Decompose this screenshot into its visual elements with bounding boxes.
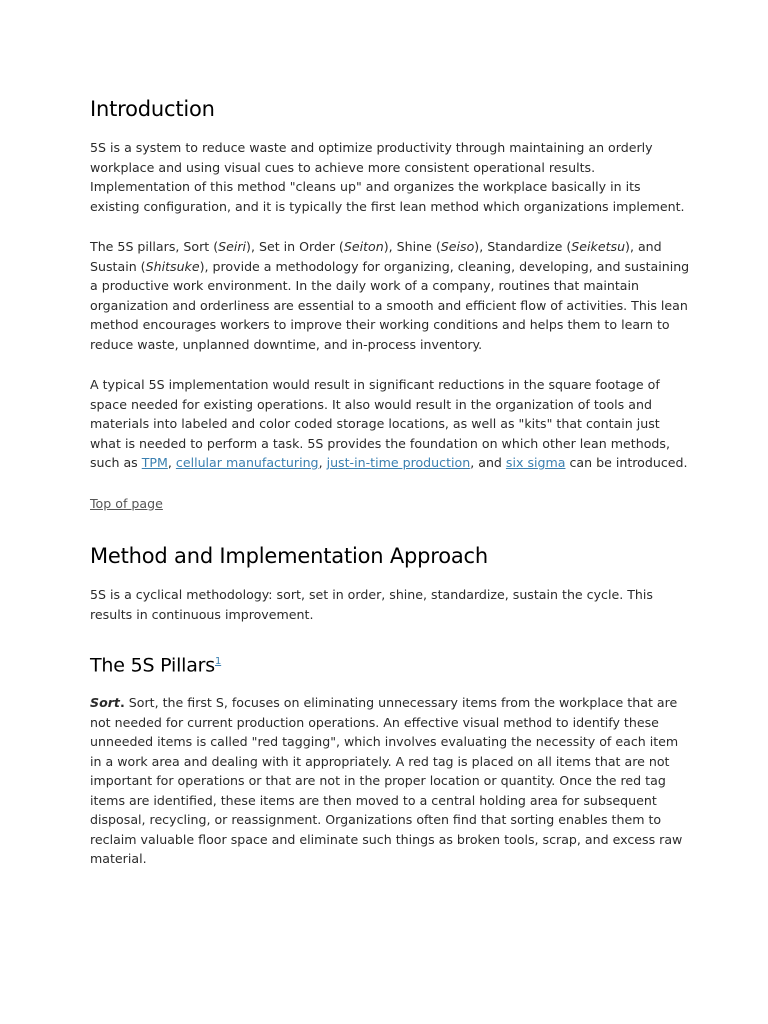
term-seiton: Seiton: [343, 239, 384, 254]
sort-term: [90, 695, 125, 710]
method-heading: Method and Implementation Approach: [90, 544, 489, 568]
sort-term-text: Sort: [90, 695, 120, 711]
introduction-heading: Introduction: [90, 97, 215, 121]
intro-paragraph-3: [90, 375, 690, 473]
method-paragraph: 5S is a cyclical methodology: sort, set in order, shine, standardize, sustain the cycle. This results in continuous improvement.: [90, 587, 653, 622]
term-seiketsu: Seiketsu: [571, 239, 626, 254]
link-just-in-time-production[interactable]: just-in-time production: [326, 455, 471, 470]
pillars-heading-text: The 5S Pillars: [90, 654, 215, 677]
text: ), and Sustain (: [90, 239, 662, 274]
text: , and: [470, 455, 506, 470]
footnote-link[interactable]: 1: [215, 656, 222, 667]
text: A typical 5S implementation would result in significant reductions in the square footage of space needed for existing operations. It also would result in the organization of tools and materials into labeled and color coded storage locations, as well as "kits" that contain just what is needed to perform a task. 5S provides the foundation on which other lean methods, such as: [90, 377, 670, 470]
intro-paragraph-1: 5S is a system to reduce waste and optimize productivity through maintaining an orderly workplace and using visual cues to achieve more consistent operational results. Implementation of this method "cleans up" and organizes the workplace basically in its existing configuration, and it is typically the first lean method which organizations implement.: [90, 140, 685, 214]
top-of-page-link[interactable]: Top of page: [90, 495, 163, 511]
sort-paragraph: [90, 693, 690, 869]
sort-text: Sort, the first S, focuses on eliminating unnecessary items from the workplace that are not needed for current production operations. An effective visual method to identify these unneeded items is called "red tagging", which involves evaluating the necessity of each item in a work area and dealing with it appropriately. A red tag is placed on all items that are not important for operations or that are not in the proper location or quantity. Once the red tag items are identified, these items are then moved to a central holding area for subsequent disposal, recycling, or reassignment. Organizations often find that sorting enables them to reclaim valuable floor space and eliminate such things as broken tools, scrap, and excess raw material.: [90, 695, 683, 867]
term-seiso: Seiso: [440, 239, 475, 254]
text: can be introduced.: [565, 455, 688, 470]
link-tpm[interactable]: TPM: [141, 455, 168, 470]
link-cellular-manufacturing[interactable]: cellular manufacturing: [175, 455, 319, 470]
text: ,: [318, 455, 327, 470]
term-seiri: Seiri: [218, 239, 247, 254]
text: ), Set in Order (: [246, 239, 344, 254]
text: ,: [167, 455, 176, 470]
text: ), provide a methodology for organizing, cleaning, developing, and sustaining a productive work environment. In the daily work of a company, routines that maintain organization and orderliness are essential to a smooth and efficient flow of activities. This lean method encourages workers to improve their working conditions and helps them to learn to reduce waste, unplanned downtime, and in-process inventory.: [90, 258, 690, 352]
link-six-sigma[interactable]: six sigma: [505, 455, 566, 470]
text: ), Standardize (: [474, 239, 572, 254]
text: ), Shine (: [383, 239, 441, 254]
intro-paragraph-2: [90, 237, 690, 354]
top-of-page-row: [90, 494, 690, 514]
sort-term-dot: .: [119, 695, 125, 711]
pillars-heading: [90, 645, 690, 679]
term-shitsuke: Shitsuke: [145, 258, 200, 274]
text: The 5S pillars, Sort (: [90, 239, 219, 254]
